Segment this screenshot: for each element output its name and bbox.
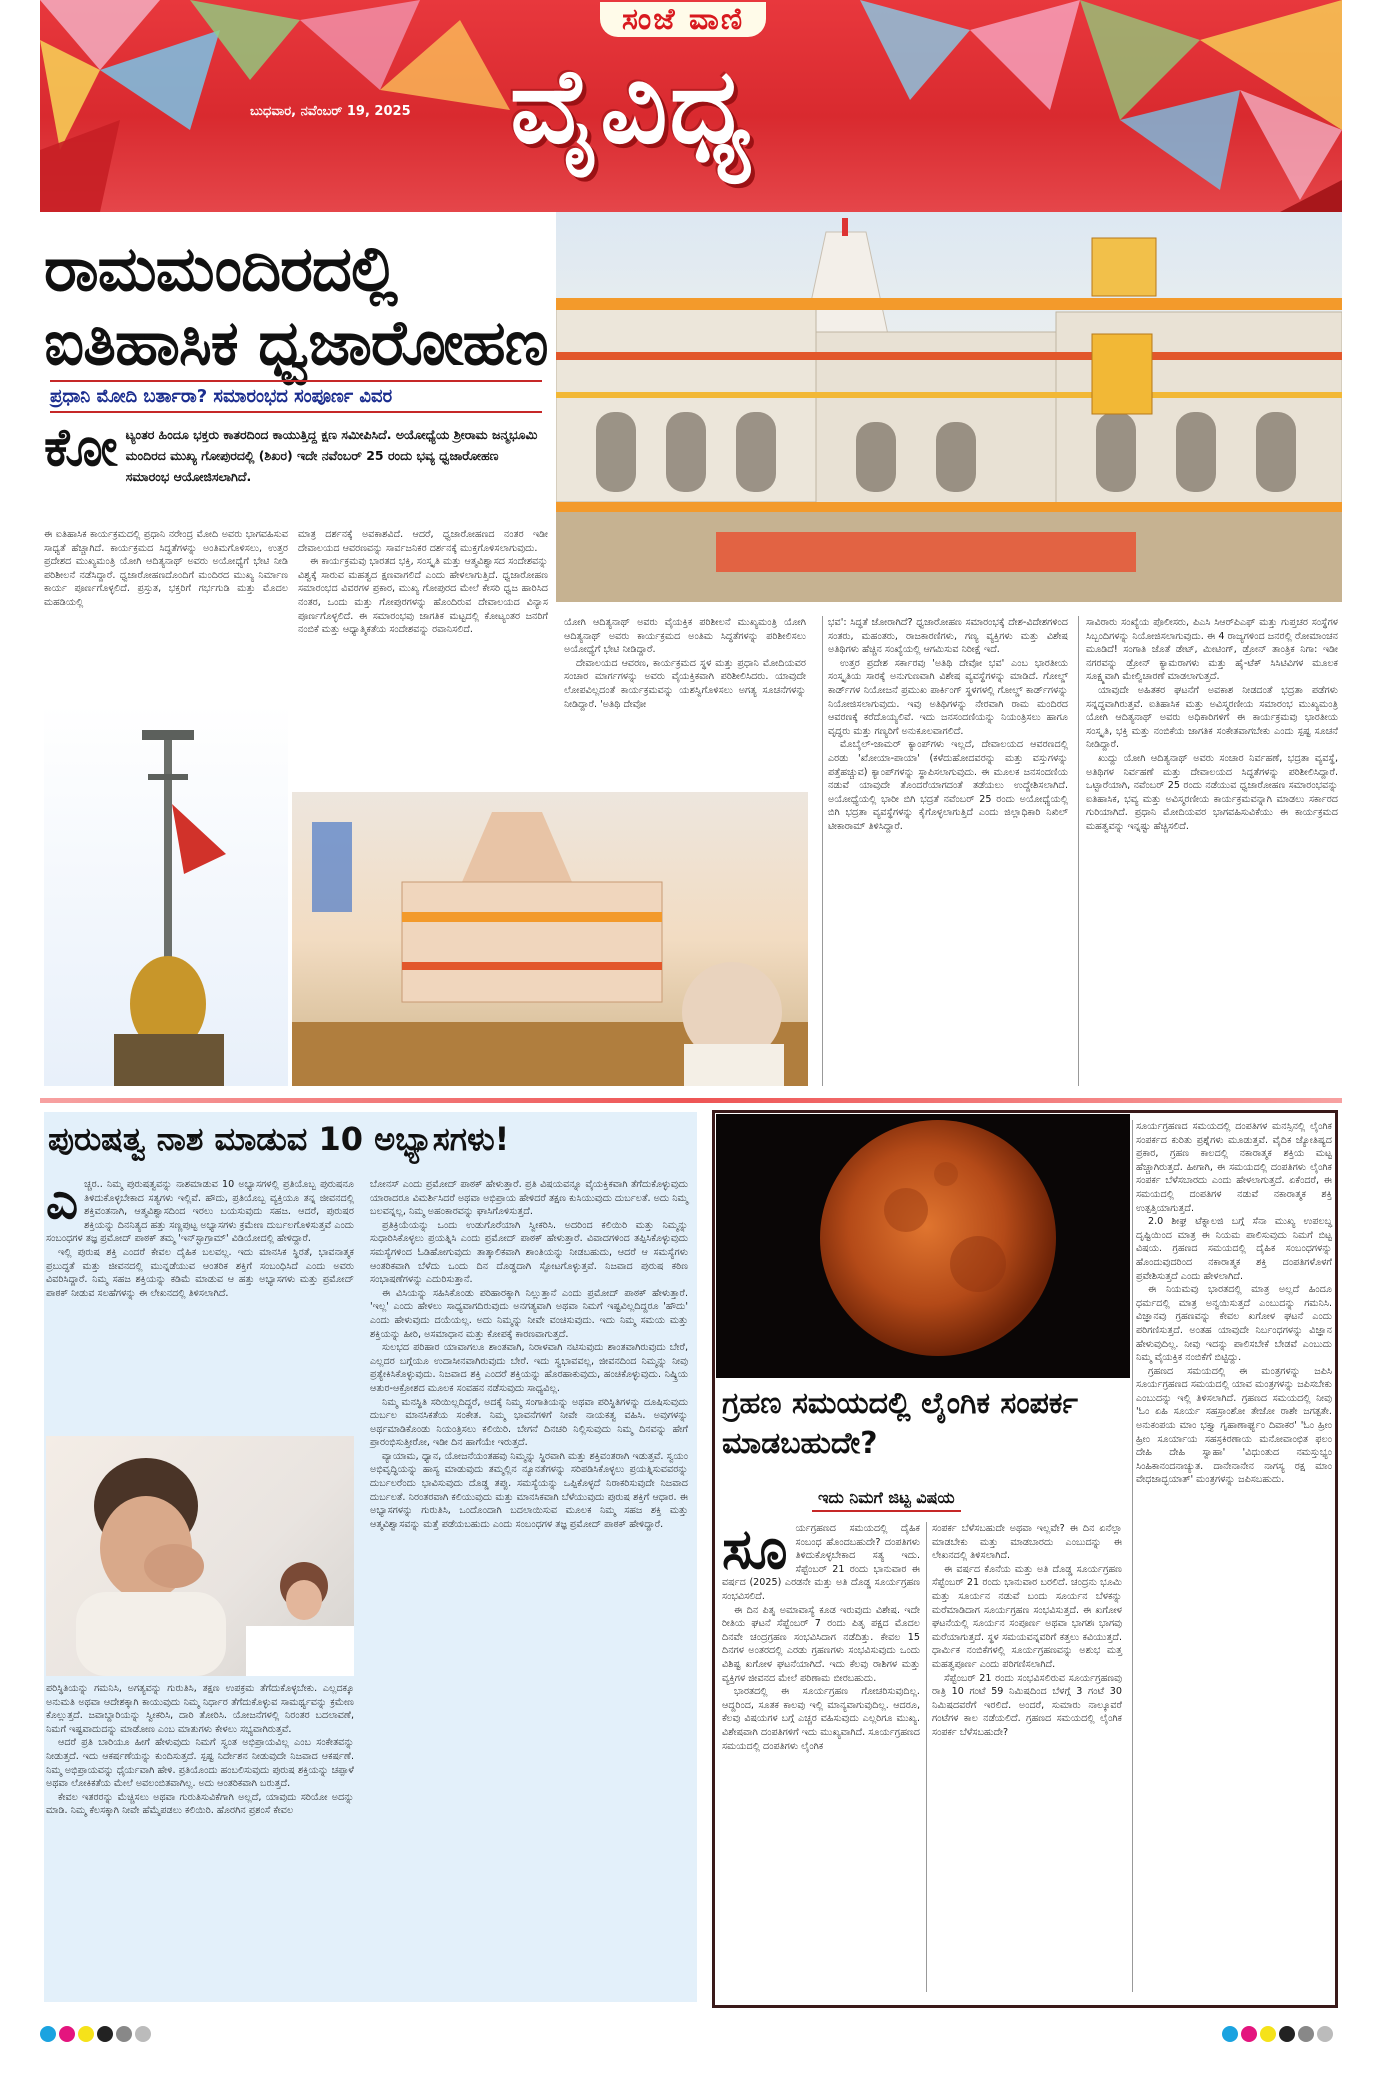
print-registration-marks-left <box>40 2026 151 2042</box>
ram-column-1 <box>44 528 288 610</box>
ram-column-4 <box>828 616 1068 834</box>
grahana-subheadline: ಇದು ನಿಮಗೆ ಜಿಟ್ಟ ವಿಷಯ <box>812 1488 961 1512</box>
ram-headline-line1: ರಾಮಮಂದಿರದಲ್ಲಿ <box>44 232 397 305</box>
purushatva-dropcap: ಎ <box>46 1172 79 1230</box>
ram-paragraph: ಮೊಬೈಲ್-ಜಾಮರ್ ಕ್ಯಾಂಪ್‌ಗಳು ಇಲ್ಲದೆ, ದೇವಾಲಯದ ಆವರಣದಲ್ಲಿ ಎರಡು 'ಖೋಯಾ-ಪಾಯಾ' (ಕಳೆದುಹೋದವರನ್ನು ಮತ್ತು ವಸ್ತುಗಳನ್ನು ಪತ್ತೆಹಚ್ಚುವ) ಕ್ಯಾಂಪ್‌ಗಳನ್ನು ಸ್ಥಾಪಿಸಲಾಗುವುದು. ಈ ಮೂಲಕ ಜನಸಂದಣಿಯ ನಡುವೆ ಯಾವುದೇ ತೊಂದರೆಯಾಗದಂತೆ ತಡೆಯಲು ಉದ್ದೇಶಿಸಲಾಗಿದೆ. ಅಯೋಧ್ಯೆಯಲ್ಲಿ ಭಾರೀ ಬಿಗಿ ಭದ್ರತೆ ನವೆಂಬರ್ 25 ರಂದು ಅಯೋಧ್ಯೆಯಲ್ಲಿ ಬಿಗಿ ಭದ್ರತಾ ವ್ಯವಸ್ಥೆಗಳನ್ನು ಕೈಗೊಳ್ಳಲಾಗುತ್ತಿದೆ ಎಂದು ಜಿಲ್ಲಾಧಿಕಾರಿ ನಿಖಿಲ್ ಟೀಕಾರಾಮ್ ತಿಳಿಸಿದ್ದಾರೆ. <box>828 739 1068 832</box>
blood-moon-photo <box>716 1114 1130 1378</box>
ram-headline <box>44 232 564 380</box>
grahana-column-1 <box>722 1517 920 1753</box>
flag-illustration <box>44 704 288 1086</box>
purushatva-paragraph: ಈ ವಿಸಿಯನ್ನು ಸಹಿಸಿಕೊಂಡು ಪರಿಹಾರಕ್ಕಾಗಿ ನಿಲ್ಲುತ್ತಾನೆ ಎಂದು ಪ್ರಮೋದ್ ಪಾಠಕ್ ಹೇಳುತ್ತಾರೆ. 'ಇಲ್ಲ' ಎಂದು ಹೇಳಲು ಸಾಧ್ಯವಾಗದಿರುವುದು ಅನಗತ್ಯವಾಗಿ ಅಥವಾ ನಿಮಗೆ ಇಷ್ಟವಿಲ್ಲದಿದ್ದರೂ 'ಹೌದು' ಎಂದು ಹೇಳುವುದು ದಯೆಯಲ್ಲ. ಅದು ನಿಮ್ಮನ್ನು ನೀವೇ ವಂಚಿಸುವುದು. ಇದು ನಿಮ್ಮ ಸಮಯ ಮತ್ತು ಶಕ್ತಿಯನ್ನು ಹೀರಿ, ಅಸಮಾಧಾನ ಮತ್ತು ಕೋಪಕ್ಕೆ ಕಾರಣವಾಗುತ್ತದೆ. <box>370 1287 688 1340</box>
ram-dropcap: ಕೋ <box>44 418 118 478</box>
purushatva-paragraph: ಸುಲಭದ ಪರಿಹಾರ ಯಾವಾಗಲೂ ಶಾಂತವಾಗಿ, ನಿರಾಳವಾಗಿ ನಟಿಸುವುದು ಶಾಂತವಾಗಿರುವುದು ಬೇರೆ, ಎಲ್ಲದರ ಬಗ್ಗೆಯೂ ಉದಾಸೀನವಾಗಿರುವುದು ಬೇರೆ. ಇದು ಸ್ವಭಾವವಲ್ಲ, ಜೀವನದಿಂದ ನಿಮ್ಮನ್ನು ನೀವು ಪ್ರತ್ಯೇಕಿಸಿಕೊಳ್ಳುವುದು. ನಿಜವಾದ ಶಕ್ತಿ ಎಂದರೆ ಶಕ್ತಿಯನ್ನು ಹೊರಹಾಕುವುದು, ಹಂಚಿಕೊಳ್ಳುವುದು. ನಿಷ್ಕ್ರಿಯ ಆತುರ-ಆಕ್ರೋಶದ ಮೂಲಕ ಸಂವಹನ ನಡೆಸುವುದು ಸಾಧ್ಯವಿಲ್ಲ. <box>370 1342 688 1394</box>
ram-lead <box>44 418 542 487</box>
grahana-column-2 <box>932 1522 1122 1740</box>
ram-mandir-collage-photo <box>292 792 808 1086</box>
grahana-headline: ಗ್ರಹಣ ಸಮಯದಲ್ಲಿ ಲೈಂಗಿಕ ಸಂಪರ್ಕ ಮಾಡಬಹುದೇ? <box>722 1386 1078 1461</box>
grahana-paragraph: ರ್ಯಗ್ರಹಣದ ಸಮಯದಲ್ಲಿ ದೈಹಿಕ ಸಂಬಂಧ ಹೊಂದಬಹುದೇ? ದಂಪತಿಗಳು ತಿಳಿದುಕೊಳ್ಳಬೇಕಾದ ಸತ್ಯ ಇದು. ಸೆಪ್ಟೆಂಬರ್ 21 ರಂದು ಭಾನುವಾರ ಈ ವರ್ಷದ (2025) ಎರಡನೇ ಮತ್ತು ಅತಿ ದೊಡ್ಡ ಸೂರ್ಯಗ್ರಹಣ ಸಂಭವಿಸಲಿದೆ. <box>722 1523 920 1602</box>
ram-paragraph: ಈ ಐತಿಹಾಸಿಕ ಕಾರ್ಯಕ್ರಮದಲ್ಲಿ ಪ್ರಧಾನಿ ನರೇಂದ್ರ ಮೋದಿ ಅವರು ಭಾಗವಹಿಸುವ ಸಾಧ್ಯತೆ ಹೆಚ್ಚಾಗಿದೆ. ಕಾರ್ಯಕ್ರಮದ ಸಿದ್ಧತೆಗಳನ್ನು ಅಂತಿಮಗೊಳಿಸಲು, ಉತ್ತರ ಪ್ರದೇಶದ ಮುಖ್ಯಮಂತ್ರಿ ಯೋಗಿ ಆದಿತ್ಯನಾಥ್ ಅವರು ಅಯೋಧ್ಯೆಗೆ ಭೇಟಿ ನೀಡಿ ಪರಿಶೀಲನೆ ನಡೆಸಿದ್ದಾರೆ. ಧ್ವಜಾರೋಹಣದೊಂದಿಗೆ ಮಂದಿರದ ಮುಖ್ಯ ನಿರ್ಮಾಣ ಕಾರ್ಯ ಪೂರ್ಣಗೊಳ್ಳಲಿದೆ. ಪ್ರಸ್ತುತ, ಭಕ್ತರಿಗೆ ಗರ್ಭಗುಡಿ ಮತ್ತು ಮೊದಲ ಮಹಡಿಯಲ್ಲಿ <box>44 529 288 608</box>
purushatva-headline: ಪುರುಷತ್ವ ನಾಶ ಮಾಡುವ 10 ಅಭ್ಯಾಸಗಳು! <box>48 1120 510 1158</box>
ram-headline-line2: ಐತಿಹಾಸಿಕ ಧ್ವಜಾರೋಹಣ <box>44 306 548 379</box>
grahana-paragraph: ಭಾರತದಲ್ಲಿ ಈ ಸೂರ್ಯಗ್ರಹಣ ಗೋಚರಿಸುವುದಿಲ್ಲ. ಆದ್ದರಿಂದ, ಸೂತಕ ಕಾಲವು ಇಲ್ಲಿ ಮಾನ್ಯವಾಗುವುದಿಲ್ಲ. ಆದರೂ, ಕೆಲವು ವಿಷಯಗಳ ಬಗ್ಗೆ ಎಚ್ಚರ ವಹಿಸುವುದು ಎಲ್ಲರಿಗೂ ಮುಖ್ಯ. ವಿಶೇಷವಾಗಿ ದಂಪತಿಗಳಿಗೆ ಇದು ಮುಖ್ಯವಾಗಿದೆ. ಸೂರ್ಯಗ್ರಹಣದ ಸಮಯದಲ್ಲಿ ದಂಪತಿಗಳು ಲೈಂಗಿಕ <box>722 1686 920 1752</box>
moon-illustration <box>716 1114 1130 1378</box>
purushatva-column-2 <box>370 1178 688 1531</box>
ram-lead-text: ಟ್ಯಂತರ ಹಿಂದೂ ಭಕ್ತರು ಕಾತರದಿಂದ ಕಾಯುತ್ತಿದ್ದ ಕ್ಷಣ ಸಮೀಪಿಸಿದೆ. ಅಯೋಧ್ಯೆಯ ಶ್ರೀರಾಮ ಜನ್ಮಭೂಮಿ ಮಂದಿರದ ಮುಖ್ಯ ಗೋಪುರದಲ್ಲಿ (ಶಿಖರ) ಇದೇ ನವೆಂಬರ್ 25 ರಂದು ಭವ್ಯ ಧ್ವಜಾರೋಹಣ ಸಮಾರಂಭ ಆಯೋಜಿಸಲಾಗಿದೆ. <box>125 427 538 484</box>
ram-paragraph: ಮಾತ್ರ ದರ್ಶನಕ್ಕೆ ಅವಕಾಶವಿದೆ. ಆದರೆ, ಧ್ವಜಾರೋಹಣದ ನಂತರ ಇಡೀ ದೇವಾಲಯದ ಆವರಣವನ್ನು ಸಾರ್ವಜನಿಕರ ದರ್ಶನಕ್ಕೆ ಮುಕ್ತಗೊಳಿಸಲಾಗುವುದು. <box>298 529 548 554</box>
grahana-paragraph: 2.0 ಶೀಘ್ರ ಟೆಕ್ನಾಲಜಿ ಬಗ್ಗೆ ಸೆನಾ ಮುಖ್ಯ ಉಪಲಬ್ಧ ದೃಷ್ಟಿಯಿಂದ ಮಾತ್ರ ಈ ನಿಯಮ ಪಾಲಿಸುವುದು ನಿಮಗೆ ಬಿಟ್ಟ ವಿಷಯ. ಗ್ರಹಣದ ಸಮಯದಲ್ಲಿ ದೈಹಿಕ ಸಂಬಂಧಗಳನ್ನು ಹೊಂದುವುದರಿಂದ ನಕಾರಾತ್ಮಕ ಶಕ್ತಿ ದಂಪತಿಗಳೊಳಗೆ ಪ್ರವೇಶಿಸುತ್ತದೆ ಎಂದು ಹೇಳಲಾಗಿದೆ. <box>1136 1216 1332 1282</box>
grahana-dropcap: ಸೂ <box>722 1517 788 1582</box>
column-rule <box>926 1522 927 1992</box>
purushatva-paragraph: ಬೋನಸ್ ಎಂದು ಪ್ರಮೋದ್ ಪಾಠಕ್ ಹೇಳುತ್ತಾರೆ. ಪ್ರತಿ ವಿಷಯವನ್ನೂ ವೈಯಕ್ತಿಕವಾಗಿ ತೆಗೆದುಕೊಳ್ಳುವುದು ಯಾರಾದರೂ ವಿಮರ್ಶಿಸಿದರೆ ಅಥವಾ ಅಭಿಪ್ರಾಯ ಹೇಳಿದರೆ ತಕ್ಷಣ ಕುಸಿಯುವುದು ದುರ್ಬಲತೆ. ಅದು ನಿಮ್ಮ ಬಲವನ್ನಲ್ಲ, ನಿಮ್ಮ ಅಹಂಕಾರವನ್ನು ಘಾಸಿಗೊಳಿಸುತ್ತದೆ. <box>370 1179 688 1218</box>
temple-illustration <box>556 212 1342 602</box>
stressed-man-illustration <box>46 1436 354 1676</box>
column-rule <box>1132 1120 1133 1992</box>
ram-subheadline: ಪ್ರಧಾನಿ ಮೋದಿ ಬರ್ತಾರಾ? ಸಮಾರಂಭದ ಸಂಪೂರ್ಣ ವಿವರ <box>50 380 542 413</box>
grahana-paragraph: ಸಂಪರ್ಕ ಬೆಳೆಸಬಹುದೇ ಅಥವಾ ಇಲ್ಲವೇ? ಈ ದಿನ ಏನೆಲ್ಲಾ ಮಾಡಬೇಕು ಮತ್ತು ಮಾಡಬಾರದು ಎಂಬುದನ್ನು ಈ ಲೇಖನದಲ್ಲಿ ತಿಳಿಸಲಾಗಿದೆ. <box>932 1523 1122 1562</box>
purushatva-column-1b <box>46 1682 354 1818</box>
temple-photo <box>556 212 1342 602</box>
ram-paragraph: ಖುದ್ದು ಯೋಗಿ ಆದಿತ್ಯನಾಥ್ ಅವರು ಸಂಚಾರ ನಿರ್ವಹಣೆ, ಭದ್ರತಾ ವ್ಯವಸ್ಥೆ, ಅತಿಥಿಗಳ ನಿರ್ವಹಣೆ ಮತ್ತು ದೇವಾಲಯದ ಸಿದ್ಧತೆಗಳನ್ನು ಪರಿಶೀಲಿಸಿದ್ದಾರೆ. ಒಟ್ಟಾರೆಯಾಗಿ, ನವೆಂಬರ್ 25 ರಂದು ನಡೆಯುವ ಧ್ವಜಾರೋಹಣ ಸಮಾರಂಭವನ್ನು ಐತಿಹಾಸಿಕ, ಭವ್ಯ ಮತ್ತು ಅವಿಸ್ಮರಣೀಯ ಕಾರ್ಯಕ್ರಮವನ್ನಾಗಿ ಮಾಡಲು ಸರ್ಕಾರದ ಗುರಿಯಾಗಿದೆ. ಪ್ರಧಾನಿ ಮೋದಿಯವರ ಭಾಗವಹಿಸುವಿಕೆಯು ಈ ಕಾರ್ಯಕ್ರಮದ ಮಹತ್ವವನ್ನು ಇನ್ನಷ್ಟು ಹೆಚ್ಚಿಸಲಿದೆ. <box>1086 752 1338 832</box>
purushatva-paragraph: ವ್ಯಾಯಾಮ, ಧ್ಯಾನ, ಯೋಜನೆಯಂತಹವು ನಿಮ್ಮನ್ನು ಸ್ಥಿರವಾಗಿ ಮತ್ತು ಶಕ್ತಿವಂತರಾಗಿ ಇಡುತ್ತವೆ. ಸ್ವಯಂ ಅಭಿವೃದ್ಧಿಯನ್ನು ಹಾಸ್ಯ ಮಾಡುವುದು ತಮ್ಮಲ್ಲಿನ ನ್ಯೂನತೆಗಳನ್ನು ಸರಿಪಡಿಸಿಕೊಳ್ಳಲು ಪ್ರಯತ್ನಿಸುವವರನ್ನು ದುರ್ಬಲರೆಂದು ಭಾವಿಸುವುದು ದೊಡ್ಡ ತಪ್ಪು. ಸಮಸ್ಯೆಯನ್ನು ಒಪ್ಪಿಕೊಳ್ಳದೆ ನಿರಾಕರಿಸುವುದೇ ನಿಜವಾದ ದುರ್ಬಲತೆ. ನಿರಂತರವಾಗಿ ಕಲಿಯುವುದು ಮತ್ತು ಮಾನಸಿಕವಾಗಿ ಬೆಳೆಯುವುದು ಪುರುಷ ಶಕ್ತಿಗೆ ಆಧಾರ. ಈ ಅಭ್ಯಾಸಗಳನ್ನು ಗುರುತಿಸಿ, ಒಂದೊಂದಾಗಿ ಬದಲಾಯಿಸುವ ಮೂಲಕ ನಿಮ್ಮ ಸಹಜ ಶಕ್ತಿ ಮತ್ತು ಆತ್ಮವಿಶ್ವಾಸವನ್ನು ಮತ್ತೆ ಪಡೆಯಬಹುದು ಎಂದು ಸಂಬಂಧಗಳ ತಜ್ಞ ಪ್ರಮೋದ್ ಪಾಠಕ್ ಹೇಳಿದ್ದಾರೆ. <box>370 1450 688 1530</box>
section-title: ವೈವಿಧ್ಯ <box>510 44 754 167</box>
column-rule <box>1078 616 1079 1086</box>
purushatva-paragraph: ಚ್ಚರ.. ನಿಮ್ಮ ಪುರುಷತ್ವವನ್ನು ನಾಶಮಾಡುವ 10 ಅಭ್ಯಾಸಗಳಲ್ಲಿ ಪ್ರತಿಯೊಬ್ಬ ಪುರುಷನೂ ತಿಳಿದುಕೊಳ್ಳಬೇಕಾದ ಸತ್ಯಗಳು ಇಲ್ಲಿವೆ. ಹೌದು, ಪ್ರತಿಯೊಬ್ಬ ವ್ಯಕ್ತಿಯೂ ತನ್ನ ಜೀವನದಲ್ಲಿ ಶಕ್ತಿವಂತನಾಗಿ, ಆತ್ಮವಿಶ್ವಾಸದಿಂದ ಇರಲು ಬಯಸುವುದು ಸಹಜ. ಆದರೆ, ಪುರುಷರ ಶಕ್ತಿಯನ್ನು ದಿನನಿತ್ಯದ ಹತ್ತು ಸಣ್ಣಪುಟ್ಟ ಅಭ್ಯಾಸಗಳು ಕ್ರಮೇಣ ದುರ್ಬಲಗೊಳಿಸುತ್ತವೆ ಎಂದು ಸಂಬಂಧಗಳ ತಜ್ಞ ಪ್ರಮೋದ್ ಪಾಠಕ್ ತಮ್ಮ 'ಇನ್‌ಸ್ಟಾಗ್ರಾಮ್' ವಿಡಿಯೋದಲ್ಲಿ ಹೇಳಿದ್ದಾರೆ. <box>46 1179 354 1245</box>
grahana-column-3 <box>1136 1120 1332 1487</box>
issue-date: ಬುಧವಾರ, ನವೆಂಬರ್ 19, 2025 <box>250 104 411 119</box>
ram-paragraph: ಯಾವುದೇ ಅಹಿತಕರ ಘಟನೆಗೆ ಅವಕಾಶ ನೀಡದಂತೆ ಭದ್ರತಾ ಪಡೆಗಳು ಸನ್ನದ್ಧವಾಗಿರುತ್ತವೆ. ಐತಿಹಾಸಿಕ ಮತ್ತು ಅವಿಸ್ಮರಣೀಯ ಸಮಾರಂಭ ಮುಖ್ಯಮಂತ್ರಿ ಯೋಗಿ ಆದಿತ್ಯನಾಥ್ ಅವರು ಅಧಿಕಾರಿಗಳಿಗೆ ಈ ಕಾರ್ಯಕ್ರಮವು ಭಾರತೀಯ ಸಂಸ್ಕೃತಿ, ಭಕ್ತಿ ಮತ್ತು ನಂಬಿಕೆಯ ಜಾಗತಿಕ ಸಂಕೇತವಾಗಬೇಕು ಎಂದು ಸ್ಪಷ್ಟ ಸೂಚನೆ ನೀಡಿದ್ದಾರೆ. <box>1086 684 1338 751</box>
ram-paragraph: ಯೋಗಿ ಆದಿತ್ಯನಾಥ್ ಅವರು ವೈಯಕ್ತಿಕ ಪರಿಶೀಲನೆ ಮುಖ್ಯಮಂತ್ರಿ ಯೋಗಿ ಆದಿತ್ಯನಾಥ್ ಅವರು ಕಾರ್ಯಕ್ರಮದ ಅಂತಿಮ ಸಿದ್ಧತೆಗಳನ್ನು ಪರಿಶೀಲಿಸಲು ಅಯೋಧ್ಯೆಗೆ ಭೇಟಿ ನೀಡಿದ್ದಾರೆ. <box>564 617 806 656</box>
print-registration-marks-right <box>1222 2026 1333 2042</box>
ram-paragraph: ಸಾವಿರಾರು ಸಂಖ್ಯೆಯ ಪೊಲೀಸರು, ಪಿಎಸಿ ಸಿಆರ್‌ಪಿಎಫ್ ಮತ್ತು ಗುಪ್ತಚರ ಸಂಸ್ಥೆಗಳ ಸಿಬ್ಬಂದಿಗಳನ್ನು ನಿಯೋಜಿಸಲಾಗುವುದು. ಈ 4 ರಾಜ್ಯಗಳಿಂದ ಜನರಲ್ಲಿ ರೋಮಾಂಚನ ಮೂಡಿದೆ! ಸಂಗಾತಿ ಜೊತೆ ಡೇಟ್, ಮೀಟಿಂಗ್, ಡ್ರೋನ್ ತಾಂತ್ರಿಕ ನಿಗಾ: ಇಡೀ ನಗರವನ್ನು ಡ್ರೋನ್ ಕ್ಯಾಮರಾಗಳು ಮತ್ತು ಹೈ-ಟೆಕ್ ಸಿಸಿಟಿವಿಗಳ ಮೂಲಕ ಸೂಕ್ಷ್ಮವಾಗಿ ಮೇಲ್ವಿಚಾರಣೆ ಮಾಡಲಾಗುತ್ತದೆ. <box>1086 617 1338 683</box>
section-divider <box>40 1098 1342 1103</box>
ram-column-2 <box>298 528 548 637</box>
stressed-man-photo <box>46 1436 354 1676</box>
ram-paragraph: ಭವ': ಸಿದ್ಧತೆ ಜೋರಾಗಿದೆ? ಧ್ವಜಾರೋಹಣ ಸಮಾರಂಭಕ್ಕೆ ದೇಶ-ವಿದೇಶಗಳಿಂದ ಸಂತರು, ಮಹಂತರು, ರಾಜಕಾರಣಿಗಳು, ಗಣ್ಯ ವ್ಯಕ್ತಿಗಳು ಮತ್ತು ವಿಶೇಷ ಅತಿಥಿಗಳು ಹೆಚ್ಚಿನ ಸಂಖ್ಯೆಯಲ್ಲಿ ಆಗಮಿಸುವ ನಿರೀಕ್ಷೆ ಇದೆ. <box>828 617 1068 656</box>
purushatva-paragraph: ಪರಿಸ್ಥಿತಿಯನ್ನು ಗಮನಿಸಿ, ಅಗತ್ಯವನ್ನು ಗುರುತಿಸಿ, ತಕ್ಷಣ ಉಪಕ್ರಮ ತೆಗೆದುಕೊಳ್ಳಬೇಕು. ಎಲ್ಲದಕ್ಕೂ ಅನುಮತಿ ಅಥವಾ ಆದೇಶಕ್ಕಾಗಿ ಕಾಯುವುದು ನಿಮ್ಮ ನಿರ್ಧಾರ ತೆಗೆದುಕೊಳ್ಳುವ ಸಾಮರ್ಥ್ಯವನ್ನು ಕ್ರಮೇಣ ಕೊಲ್ಲುತ್ತದೆ. ಜವಾಬ್ದಾರಿಯನ್ನು ಸ್ವೀಕರಿಸಿ, ದಾರಿ ತೋರಿಸಿ. ಯೋಜನೆಗಳಲ್ಲಿ ನಿರಂತರ ಬದಲಾವಣೆ, ನಿಮಗೆ ಇಷ್ಟವಾದುದನ್ನು ಮಾಡೋಣ ಎಂಬ ಮಾತುಗಳು ಕೇಳಲು ಸಭ್ಯವಾಗಿರುತ್ತವೆ. <box>46 1683 354 1735</box>
grahana-paragraph: ಗ್ರಹಣದ ಸಮಯದಲ್ಲಿ ಈ ಮಂತ್ರಗಳನ್ನು ಜಪಿಸಿ ಸೂರ್ಯಗ್ರಹಣದ ಸಮಯದಲ್ಲಿ ಯಾವ ಮಂತ್ರಗಳನ್ನು ಜಪಿಸಬೇಕು ಎಂಬುದನ್ನು ಇಲ್ಲಿ ತಿಳಿಸಲಾಗಿದೆ. ಗ್ರಹಣದ ಸಮಯದಲ್ಲಿ ನೀವು 'ಓಂ ಏಹಿ ಸೂರ್ಯ ಸಹಸ್ರಾಂಶೋ ತೇಜೋ ರಾಶೇ ಜಗತ್ಪತೇ. ಅನುಕಂಪಯ ಮಾಂ ಭಕ್ತ್ಯಾ ಗೃಹಾಣಾರ್ಘ್ಯಂ ದಿವಾಕರ' 'ಓಂ ಹ್ರೀಂ ಹ್ರೀಂ ಸೂರ್ಯಾಯ ಸಹಸ್ರಕಿರಣಾಯ ಮನೋವಾಂಛಿತ ಫಲಂ ದೇಹಿ ದೇಹಿ ಸ್ವಾಹಾ' 'ವಿಧುಂತುದ ನಮಸ್ತುಭ್ಯಂ ಸಿಂಹಿಕಾನಂದನಾಚ್ಯುತ. ದಾನೇನಾನೇನ ನಾಗಸ್ಯ ರಕ್ಷ ಮಾಂ ವೇಧಜಾದ್ಭಯಾತ್' ಮಂತ್ರಗಳನ್ನು ಜಪಿಸಬಹುದು. <box>1136 1365 1332 1486</box>
purushatva-paragraph: ಪ್ರತಿಕ್ರಿಯೆಯನ್ನು ಒಂದು ಉಡುಗೊರೆಯಾಗಿ ಸ್ವೀಕರಿಸಿ. ಅದರಿಂದ ಕಲಿಯಿರಿ ಮತ್ತು ನಿಮ್ಮನ್ನು ಸುಧಾರಿಸಿಕೊಳ್ಳಲು ಪ್ರಯತ್ನಿಸಿ ಎಂದು ಪ್ರಮೋದ್ ಪಾಠಕ್ ಹೇಳುತ್ತಾರೆ. ವಿವಾದಗಳಿಂದ ತಪ್ಪಿಸಿಕೊಳ್ಳುವುದು ಸಮಸ್ಯೆಗಳಿಂದ ಓಡಿಹೋಗುವುದು ತಾತ್ಕಾಲಿಕವಾಗಿ ಶಾಂತಿಯನ್ನು ನೀಡಬಹುದು, ಆದರೆ ಆ ಸಮಸ್ಯೆಗಳು ಆಂತರಿಕವಾಗಿ ಬೆಳೆದು ಒಂದು ದಿನ ದೊಡ್ಡದಾಗಿ ಸ್ಫೋಟಗೊಳ್ಳುತ್ತವೆ. ನಿಜವಾದ ಪುರುಷ ಕಠಿಣ ಸಂಭಾಷಣೆಗಳನ್ನು ಎದುರಿಸುತ್ತಾನೆ. <box>370 1219 688 1286</box>
grahana-paragraph: ಈ ವರ್ಷದ ಕೊನೆಯ ಮತ್ತು ಅತಿ ದೊಡ್ಡ ಸೂರ್ಯಗ್ರಹಣ ಸೆಪ್ಟೆಂಬರ್ 21 ರಂದು ಭಾನುವಾರ ಬರಲಿದೆ. ಚಂದ್ರನು ಭೂಮಿ ಮತ್ತು ಸೂರ್ಯನ ನಡುವೆ ಬಂದು ಸೂರ್ಯನ ಬೆಳಕನ್ನು ಮರೆಮಾಡಿದಾಗ ಸೂರ್ಯಗ್ರಹಣ ಸಂಭವಿಸುತ್ತದೆ. ಈ ಖಗೋಳ ಘಟನೆಯಲ್ಲಿ ಸೂರ್ಯನ ಸಂಪೂರ್ಣ ಅಥವಾ ಭಾಗಶಃ ಭಾಗವು ಮರೆಯಾಗುತ್ತದೆ. ಸ್ಥಳ ಸಮಯವನ್ನವರಿಗೆ ಕತ್ತಲು ಕವಿಯುತ್ತದೆ. ಧಾರ್ಮಿಕ ನಂಬಿಕೆಗಳಲ್ಲಿ ಸೂರ್ಯಗ್ರಹಣವನ್ನು ಅಶುಭ ಮತ್ತ ಮಹತ್ವಪೂರ್ಣ ಎಂದು ಪರಿಗಣಿಸಲಾಗಿದೆ. <box>932 1563 1122 1670</box>
flag-photo <box>44 704 288 1086</box>
ram-paragraph: ಈ ಕಾರ್ಯಕ್ರಮವು ಭಾರತದ ಭಕ್ತಿ, ಸಂಸ್ಕೃತಿ ಮತ್ತು ಆತ್ಮವಿಶ್ವಾಸದ ಸಂದೇಶವನ್ನು ವಿಶ್ವಕ್ಕೆ ಸಾರುವ ಮಹತ್ವದ ಕ್ಷಣವಾಗಲಿದೆ ಎಂದು ಹೇಳಲಾಗುತ್ತಿದೆ. ಧ್ವಜಾರೋಹಣ ಸಮಾರಂಭದ ವಿವರಗಳ ಪ್ರಕಾರ, ಮುಖ್ಯ ಗೋಪುರದ ಮೇಲೆ ಕೇಸರಿ ಧ್ವಜ ಹಾರಿಸಿದ ನಂತರ, ಒಂದು ಮತ್ತು ಗೋಪುರಗಳನ್ನು ಹೊಂದಿರುವ ದೇವಾಲಯದ ವಿನ್ಯಾಸ ಪೂರ್ಣಗೊಳ್ಳಲಿದೆ. ಈ ಸಮಾರಂಭವು ಜಾಗತಿಕ ಮಟ್ಟದಲ್ಲಿ ಕೋಟ್ಯಂತರ ಜನರಿಗೆ ನಂಬಿಕೆ ಮತ್ತು ಆಧ್ಯಾತ್ಮಿಕತೆಯ ಸಂದೇಶವನ್ನು ರವಾನಿಸಲಿದೆ. <box>298 556 548 636</box>
grahana-paragraph: ಈ ದಿನ ಪಿತೃ ಅಮಾವಾಸ್ಯೆ ಕೂಡ ಇರುವುದು ವಿಶೇಷ. ಇದೇ ರೀತಿಯ ಘಟನೆ ಸೆಪ್ಟೆಂಬರ್ 7 ರಂದು ಪಿತೃ ಪಕ್ಷದ ಮೊದಲ ದಿನವೇ ಚಂದ್ರಗ್ರಹಣ ಸಂಭವಿಸಿದಾಗ ನಡೆದಿತ್ತು. ಕೇವಲ 15 ದಿನಗಳ ಅಂತರದಲ್ಲಿ ಎರಡು ಗ್ರಹಣಗಳು ಸಂಭವಿಸುವುದು ಒಂದು ವಿಶಿಷ್ಟ ಖಗೋಳ ಘಟನೆಯಾಗಿದೆ. ಇದು ಕೆಲವು ರಾಶಿಗಳ ಮತ್ತು ವ್ಯಕ್ತಿಗಳ ಜೀವನದ ಮೇಲೆ ಪರಿಣಾಮ ಬೀರಬಹುದು. <box>722 1604 920 1684</box>
purushatva-paragraph: ನಿಮ್ಮ ಮನಸ್ಥಿತಿ ಸರಿಯಿಲ್ಲದಿದ್ದರೆ, ಅದಕ್ಕೆ ನಿಮ್ಮ ಸಂಗಾತಿಯನ್ನು ಅಥವಾ ಪರಿಸ್ಥಿತಿಗಳನ್ನು ದೂಷಿಸುವುದು ದುರ್ಬಲ ಮಾನಸಿಕತೆಯ ಸಂಕೇತ. ನಿಮ್ಮ ಭಾವನೆಗಳಿಗೆ ನೀವೇ ನಾಯಕತ್ವ ವಹಿಸಿ. ಅವುಗಳನ್ನು ಅರ್ಥಮಾಡಿಕೊಂಡು ನಿಯಂತ್ರಿಸಲು ಕಲಿಯಿರಿ. ಬೇಗನೆ ದಿನಚರಿ ನಿಲ್ಲಿಸುವುದು ನಿಮ್ಮ ದಿನವನ್ನು ಹೇಗೆ ಪ್ರಾರಂಭಿಸುತ್ತೀರೋ, ಇಡೀ ದಿನ ಹಾಗೆಯೇ ಇರುತ್ತದೆ. <box>370 1396 688 1449</box>
collage-illustration <box>292 792 808 1086</box>
purushatva-paragraph: ಆದರೆ ಪ್ರತಿ ಬಾರಿಯೂ ಹೀಗೆ ಹೇಳುವುದು ನಿಮಗೆ ಸ್ವಂತ ಅಭಿಪ್ರಾಯವಿಲ್ಲ ಎಂಬ ಸಂಕೇತವನ್ನು ನೀಡುತ್ತದೆ. ಇದು ಆಕರ್ಷಣೆಯನ್ನು ಕುಂದಿಸುತ್ತದೆ. ಸ್ಪಷ್ಟ ನಿರ್ದೇಶನ ನೀಡುವುದೇ ನಿಜವಾದ ಆಕರ್ಷಣೆ. ನಿಮ್ಮ ಅಭಿಪ್ರಾಯವನ್ನು ಧೈರ್ಯವಾಗಿ ಹೇಳಿ. ಪ್ರತಿಯೊಂದು ಹಂಬಲಿಸುವುದು ಪುರುಷ ಶಕ್ತಿಯನ್ನು ಚಪ್ಪಾಳೆ ಅಥವಾ ಲೋಕಿಕತೆಯ ಮೇಲೆ ಅವಲಂಬಿತವಾಗಿಲ್ಲ. ಅದು ಆಂತರಿಕವಾಗಿ ಬರುತ್ತದೆ. <box>46 1737 354 1790</box>
grahana-paragraph: ಸೂರ್ಯಗ್ರಹಣದ ಸಮಯದಲ್ಲಿ ದಂಪತಿಗಳ ಮನಸ್ಸಿನಲ್ಲಿ ಲೈಂಗಿಕ ಸಂಪರ್ಕದ ಕುರಿತು ಪ್ರಶ್ನೆಗಳು ಮೂಡುತ್ತವೆ. ವೈದಿಕ ಜ್ಯೋತಿಷ್ಯದ ಪ್ರಕಾರ, ಗ್ರಹಣ ಕಾಲದಲ್ಲಿ ನಕಾರಾತ್ಮಕ ಶಕ್ತಿಯ ಮಟ್ಟ ಹೆಚ್ಚಾಗಿರುತ್ತದೆ. ಹೀಗಾಗಿ, ಈ ಸಮಯದಲ್ಲಿ ದಂಪತಿಗಳು ಲೈಂಗಿಕ ಸಂಪರ್ಕ ಬೆಳೆಸಬಾರದು ಎಂದು ಹೇಳಲಾಗುತ್ತದೆ. ಏಕೆಂದರೆ, ಈ ಸಮಯದಲ್ಲಿ ದಂಪತಿಗಳ ನಡುವೆ ನಕಾರಾತ್ಮಕ ಶಕ್ತಿ ಉತ್ಪತ್ತಿಯಾಗುತ್ತದೆ. <box>1136 1121 1332 1214</box>
purushatva-paragraph: ಇಲ್ಲಿ ಪುರುಷ ಶಕ್ತಿ ಎಂದರೆ ಕೇವಲ ದೈಹಿಕ ಬಲವಲ್ಲ. ಇದು ಮಾನಸಿಕ ಸ್ಥಿರತೆ, ಭಾವನಾತ್ಮಕ ಪ್ರಬುದ್ಧತೆ ಮತ್ತು ಜೀವನದಲ್ಲಿ ಮುನ್ನಡೆಯುವ ಆಂತರಿಕ ಶಕ್ತಿಗೆ ಸಂಬಂಧಿಸಿದೆ ಎಂದು ಅವರು ವಿವರಿಸಿದ್ದಾರೆ. ನಿಮ್ಮ ಸಹಜ ಶಕ್ತಿಯನ್ನು ಕಡಿಮೆ ಮಾಡುವ ಆ ಹತ್ತು ಅಭ್ಯಾಸಗಳು ಮತ್ತು ಪ್ರಮೋದ್ ಪಾಠಕ್ ನೀಡುವ ಸಲಹೆಗಳನ್ನು ಈ ಲೇಖನದಲ್ಲಿ ತಿಳಿಸಲಾಗಿದೆ. <box>46 1246 354 1299</box>
ram-column-3 <box>564 616 806 711</box>
column-rule <box>822 616 823 1086</box>
purushatva-paragraph: ಕೇವಲ ಇತರರನ್ನು ಮೆಚ್ಚಿಸಲು ಅಥವಾ ಗುರುತಿಸುವಿಕೆಗಾಗಿ ಅಲ್ಲದೆ, ಯಾವುದು ಸರಿಯೋ ಅದನ್ನು ಮಾಡಿ. ನಿಮ್ಮ ಕೆಲಸಕ್ಕಾಗಿ ನೀವೇ ಹೆಮ್ಮೆಪಡಲು ಕಲಿಯಿರಿ. ಹೊರಗಿನ ಪ್ರಶಂಸೆ ಕೇವಲ <box>46 1791 354 1817</box>
ram-paragraph: ಉತ್ತರ ಪ್ರದೇಶ ಸರ್ಕಾರವು 'ಅತಿಥಿ ದೇವೋ ಭವ' ಎಂಬ ಭಾರತೀಯ ಸಂಸ್ಕೃತಿಯ ಸಾರಕ್ಕೆ ಅನುಗುಣವಾಗಿ ವಿಶೇಷ ವ್ಯವಸ್ಥೆಗಳನ್ನು ಮಾಡಿದೆ. ಗೋಲ್ಡ್ ಕಾರ್ಡ್‌ಗಳ ನಿಯೋಜನೆ ಪ್ರಮುಖ ಪಾರ್ಕಿಂಗ್ ಸ್ಥಳಗಳಲ್ಲಿ ಗೋಲ್ಡ್ ಕಾರ್ಡ್‌ಗಳನ್ನು ನಿಯೋಜಿಸಲಾಗುವುದು. ಇವು ಅತಿಥಿಗಳನ್ನು ನೇರವಾಗಿ ರಾಮ ಮಂದಿರದ ಆವರಣಕ್ಕೆ ಕರೆದೊಯ್ಯಲಿವೆ. ಇದು ಜನಸಂದಣಿಯನ್ನು ನಿಯಂತ್ರಿಸಲು ಹಾಗೂ ವೃದ್ಧರು ಮತ್ತು ಗಣ್ಯರಿಗೆ ಅನುಕೂಲವಾಗಲಿದೆ. <box>828 657 1068 737</box>
masthead <box>40 0 1342 212</box>
purushatva-column-1 <box>46 1172 354 1300</box>
ram-paragraph: ದೇವಾಲಯದ ಆವರಣ, ಕಾರ್ಯಕ್ರಮದ ಸ್ಥಳ ಮತ್ತು ಪ್ರಧಾನಿ ಮೋದಿಯವರ ಸಂಚಾರ ಮಾರ್ಗಗಳನ್ನು ಅವರು ವೈಯಕ್ತಿಕವಾಗಿ ಪರಿಶೀಲಿಸಿದರು. ಯಾವುದೇ ಲೋಪವಿಲ್ಲದಂತೆ ಕಾರ್ಯಕ್ರಮವನ್ನು ಯಶಸ್ವಿಗೊಳಿಸಲು ಅಗತ್ಯ ಸೂಚನೆಗಳನ್ನು ನೀಡಿದ್ದಾರೆ. 'ಅತಿಥಿ ದೇವೋ <box>564 657 806 710</box>
ram-column-5 <box>1086 616 1338 834</box>
masthead-brand: ಸಂಜೆ ವಾಣಿ <box>600 2 766 37</box>
grahana-paragraph: ಈ ನಿಯಮವು ಭಾರತದಲ್ಲಿ ಮಾತ್ರ ಅಲ್ಲದೆ ಹಿಂದೂ ಧರ್ಮದಲ್ಲಿ ಮಾತ್ರ ಅನ್ವಯಿಸುತ್ತದೆ ಎಂಬುದನ್ನು ಗಮನಿಸಿ. ವಿಜ್ಞಾನವು ಗ್ರಹಣವನ್ನು ಕೇವಲ ಖಗೋಳ ಘಟನೆ ಎಂದು ಪರಿಗಣಿಸುತ್ತದೆ. ಅಂತಹ ಯಾವುದೇ ನಿರ್ಬಂಧಗಳನ್ನು ವಿಜ್ಞಾನ ಹೇಳುವುದಿಲ್ಲ. ನೀವು ಇದನ್ನು ಪಾಲಿಸಬೇಕೆ ಬೇಡವೆ ಎಂಬುದು ನಿಮ್ಮ ವೈಯಕ್ತಿಕ ನಂಬಿಕೆಗೆ ಬಿಟ್ಟಿದ್ದು. <box>1136 1284 1332 1364</box>
grahana-paragraph: ಸೆಪ್ಟೆಂಬರ್ 21 ರಂದು ಸಂಭವಿಸಲಿರುವ ಸೂರ್ಯಗ್ರಹಣವು ರಾತ್ರಿ 10 ಗಂಟೆ 59 ನಿಮಿಷದಿಂದ ಬೆಳಗ್ಗೆ 3 ಗಂಟೆ 30 ನಿಮಿಷದವರೆಗೆ ಇರಲಿದೆ. ಅಂದರೆ, ಸುಮಾರು ನಾಲ್ಕೂವರೆ ಗಂಟೆಗಳ ಕಾಲ ನಡೆಯಲಿದೆ. ಗ್ರಹಣದ ಸಮಯದಲ್ಲಿ ಲೈಂಗಿಕ ಸಂಪರ್ಕ ಬೆಳೆಸಬಹುದೇ? <box>932 1672 1122 1738</box>
